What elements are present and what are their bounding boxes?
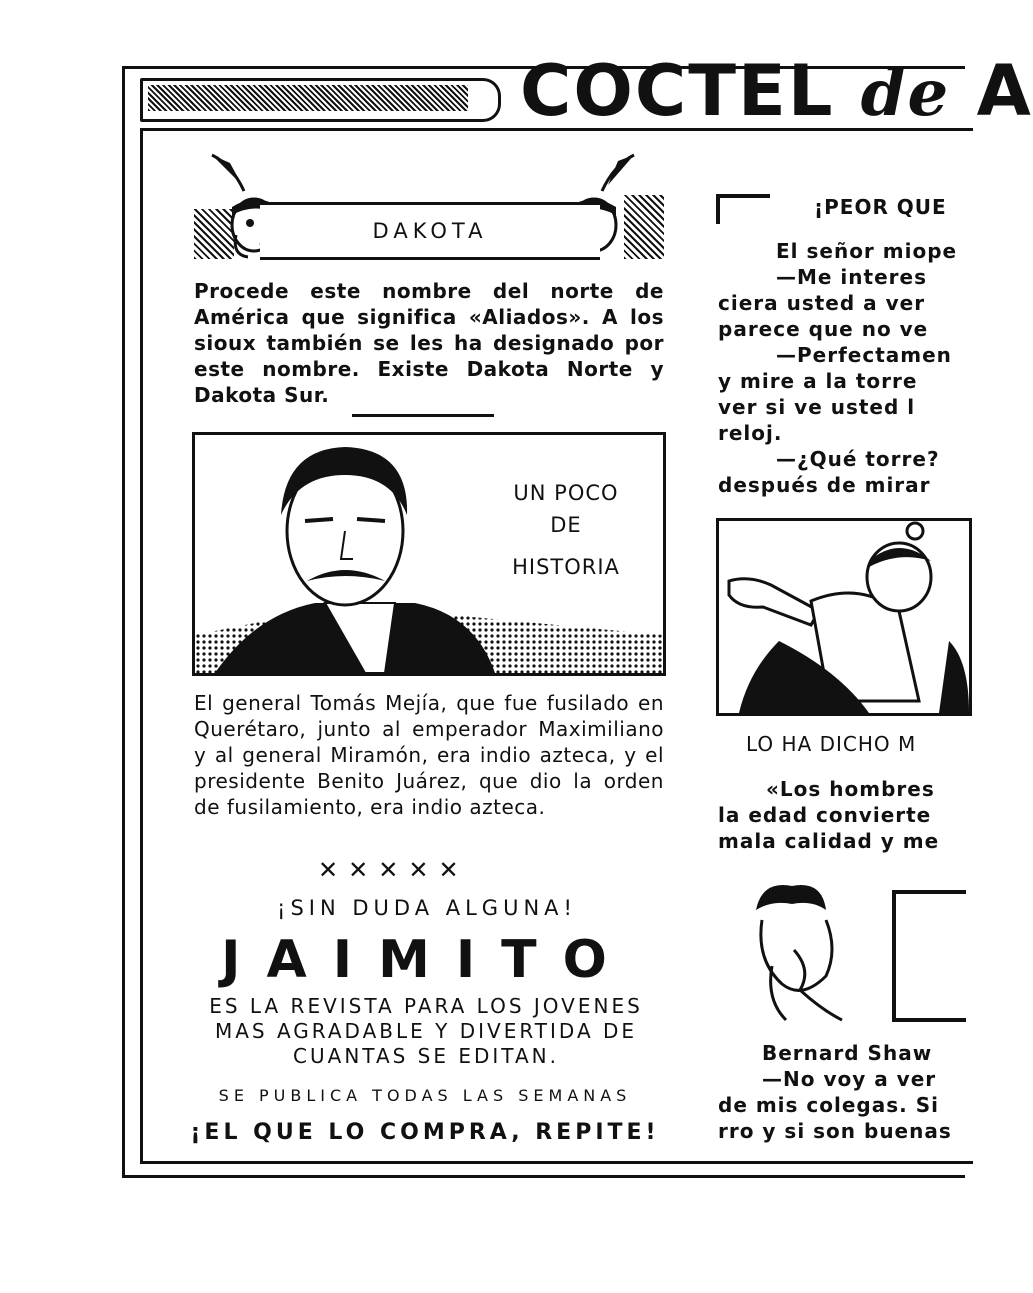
dakota-paragraph: Procede este nombre del norte de América que significa «Aliados». A los sioux también se les ha designado por este nombre. Existe Dakota Norte y Dakota Sur. xyxy=(194,279,664,407)
title-word-de: de xyxy=(860,56,951,131)
right-line: y mire a la torre xyxy=(718,369,918,393)
right-article-heading: ¡PEOR QUE xyxy=(814,195,947,219)
right-line: parece que no ve xyxy=(718,317,929,341)
quote-line: mala calidad y me xyxy=(718,829,940,853)
historia-illustration-box xyxy=(192,432,666,676)
title-word-a: A xyxy=(976,50,1033,132)
historia-paragraph: El general Tomás Mejía, que fue fusilado en Querétaro, junto al emperador Maximiliano y al general Miramón, era indio azteca, y el presidente Benito Juárez, que dio la orden de fusilamiento, era indio azteca. xyxy=(194,691,664,819)
bernard-shaw-caricature-icon xyxy=(742,880,852,1030)
section-divider xyxy=(352,414,494,417)
ad-description: ES LA REVISTA PARA LOS JOVENES MAS AGRADABLE Y DIVERTIDA DE CUANTAS SE EDITAN. xyxy=(209,994,643,1068)
historia-title-line3: HISTORIA xyxy=(512,555,620,579)
shaw-line: de mis colegas. Si xyxy=(718,1093,939,1117)
right-line: después de mirar xyxy=(718,473,931,497)
article-corner-mark xyxy=(716,194,770,224)
quote-line: «Los hombres xyxy=(766,777,935,801)
historia-title-line2: DE xyxy=(550,513,582,537)
shaw-block xyxy=(718,1040,952,1144)
page-title xyxy=(520,50,1033,132)
shaw-line: rro y si son buenas xyxy=(718,1119,952,1143)
right-line: El señor miope xyxy=(776,239,958,263)
pointing-man-icon xyxy=(719,521,969,713)
right-line: reloj. xyxy=(718,421,783,445)
ad-headline: ¡SIN DUDA ALGUNA! xyxy=(277,896,577,920)
title-word-coctel: COCTEL xyxy=(520,50,835,132)
ad-brand: JAIMITO xyxy=(221,930,633,990)
header-hatch-pattern xyxy=(148,85,468,111)
right-line: ciera usted a ver xyxy=(718,291,926,315)
historia-box-title xyxy=(481,477,651,583)
right-line: —¿Qué torre? xyxy=(776,447,940,471)
quote-block xyxy=(718,776,939,854)
ad-frequency: SE PUBLICA TODAS LAS SEMANAS xyxy=(218,1086,632,1105)
dakota-banner-label: DAKOTA xyxy=(260,202,600,260)
shaw-line: Bernard Shaw xyxy=(762,1041,933,1065)
right-line: ver si ve usted l xyxy=(718,395,916,419)
historia-title-line1: UN POCO xyxy=(513,481,619,505)
x-separator: ✕✕✕✕✕ xyxy=(318,856,469,884)
lo-ha-dicho-heading: LO HA DICHO M xyxy=(746,732,917,756)
portrait-frame xyxy=(892,890,966,1022)
shaw-line: —No voy a ver xyxy=(762,1067,937,1091)
right-article-body xyxy=(718,238,957,498)
right-line: —Perfectamen xyxy=(776,343,952,367)
quote-line: la edad convierte xyxy=(718,803,932,827)
right-line: —Me interes xyxy=(776,265,927,289)
ad-tagline: ¡EL QUE LO COMPRA, REPITE! xyxy=(190,1120,660,1145)
cartoon-illustration-box xyxy=(716,518,972,716)
